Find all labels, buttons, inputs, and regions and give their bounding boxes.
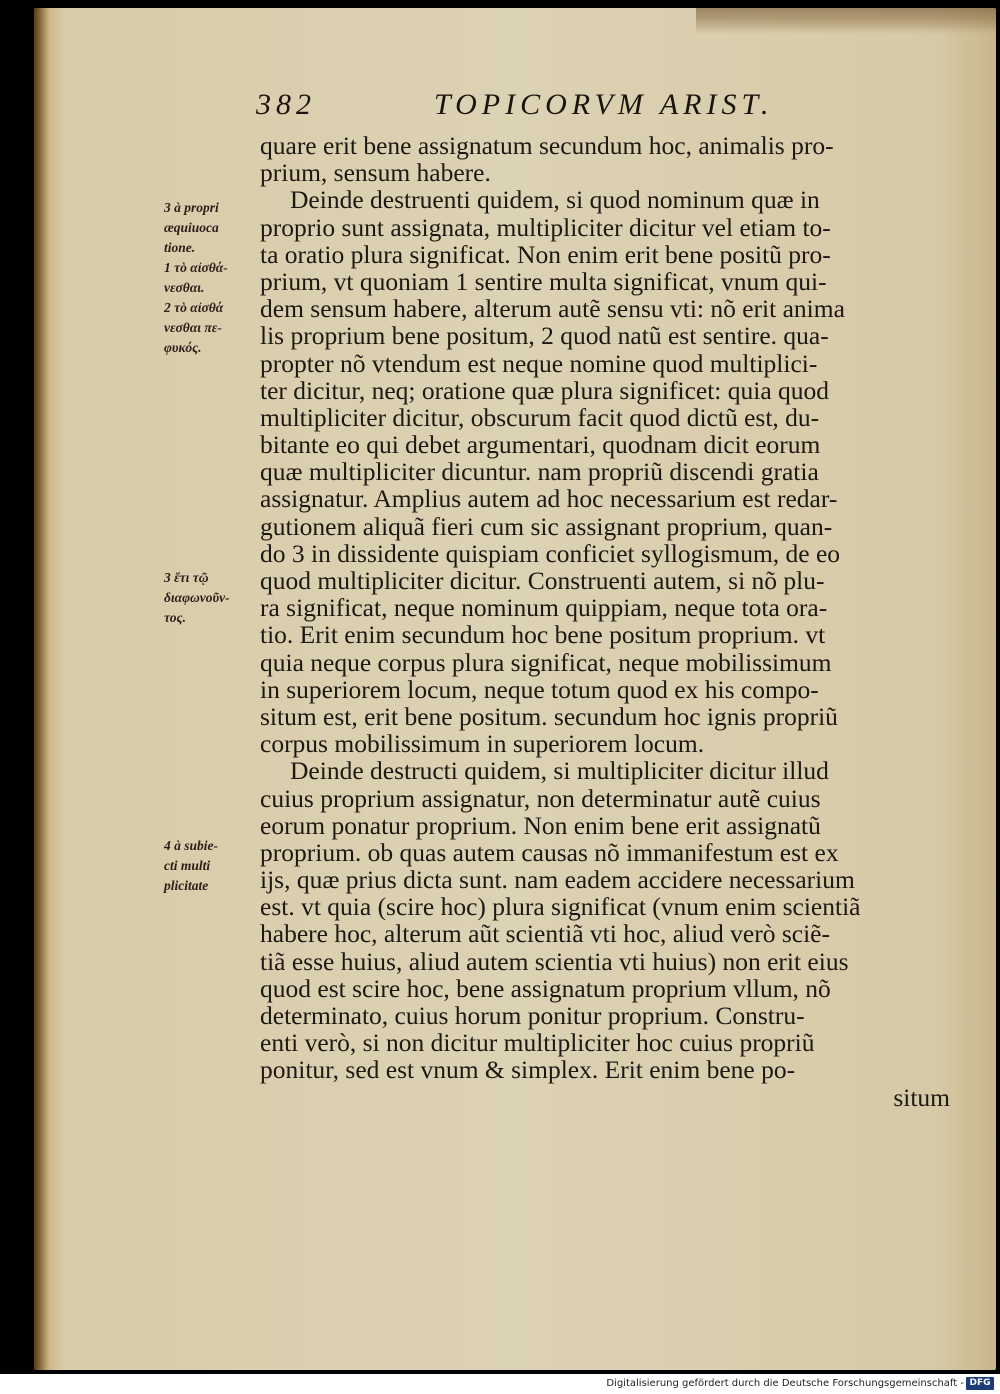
text-line: proprium. ob quas autem causas nõ immanifestum est ex <box>260 837 839 867</box>
text-line: gutionem aliquã fieri cum sic assignant proprium, quan- <box>260 511 833 541</box>
text-line: cuius proprium assignatur, non determinatur autẽ cuius <box>260 783 821 813</box>
page-number: 382 <box>256 88 316 121</box>
text-line: habere hoc, alterum aũt scientiã vti hoc, aliud verò sciẽ- <box>260 919 830 949</box>
text-line: ra significat, neque nominum quippiam, neque tota ora- <box>260 593 828 623</box>
body-text <box>260 132 950 1111</box>
margin-note-line: 3 à propri <box>164 200 219 215</box>
running-title: TOPICORVM ARIST. <box>434 88 774 121</box>
text-line: determinato, cuius horum ponitur proprium. Constru- <box>260 1001 805 1030</box>
text-line: Deinde destructi quidem, si multipliciter dicitur illud <box>290 756 829 786</box>
text-line: ta oratio plura significat. Non enim erit bene positũ pro- <box>260 239 831 269</box>
text-line: ponitur, sed est vnum & simplex. Erit enim bene po- <box>260 1055 796 1085</box>
text-line: proprio sunt assignata, multipliciter dicitur vel etiam to- <box>260 212 831 242</box>
text-line: quod multipliciter dicitur. Construenti autem, si nõ plu- <box>260 566 825 595</box>
text-line: propter nõ vtendum est neque nomine quod multiplici- <box>260 348 818 378</box>
text-line: in superiorem locum, neque totum quod ex his compo- <box>260 674 819 704</box>
margin-note-line: cti multi <box>164 858 211 873</box>
margin-note-line: 3 ἔτι τῷ <box>164 570 209 585</box>
margin-note-line: tione. <box>164 240 196 255</box>
text-line: lis proprium bene positum, 2 quod natũ est sentire. qua- <box>260 321 829 351</box>
margin-note-2 <box>164 568 266 628</box>
text-line: dem sensum habere, alterum autẽ sensu vti: nõ erit anima <box>260 294 845 324</box>
margin-note-1 <box>164 198 266 358</box>
text-line: assignatur. Amplius autem ad hoc necessarium est redar- <box>260 484 838 514</box>
text-line: quia neque corpus plura significat, neque mobilissimum <box>260 647 832 677</box>
margin-note-line: plicitate <box>164 878 209 893</box>
text-line: prium, sensum habere. <box>260 158 491 188</box>
book-page <box>34 8 996 1370</box>
text-line: ter dicitur, neq; oratione quæ plura significet: quia quod <box>260 375 830 405</box>
margin-note-line: 4 à subie- <box>164 838 218 853</box>
digitization-footer <box>0 1374 1000 1394</box>
margin-note-line: 1 τὸ αἰσθά- <box>164 260 228 275</box>
text-line: est. vt quia (scire hoc) plura significat (vnum enim scientiã <box>260 892 861 922</box>
funding-credit: Digitalisierung gefördert durch die Deutsche Forschungsgemeinschaft - <box>606 1378 964 1389</box>
margin-note-line: νεσθαι. <box>164 280 205 295</box>
text-line: enti verò, si non dicitur multipliciter hoc cuius propriũ <box>260 1028 815 1058</box>
text-line: Deinde destruenti quidem, si quod nominum quæ in <box>290 185 820 215</box>
text-line: multipliciter dicitur, obscurum facit quod dictũ est, du- <box>260 402 820 432</box>
margin-note-line: φυκός. <box>164 340 202 355</box>
text-line: tiã esse huius, aliud autem scientia vti huius) non erit eius <box>260 946 849 976</box>
text-line: eorum ponatur proprium. Non enim bene erit assignatũ <box>260 810 821 840</box>
margin-note-line: νεσθαι πε- <box>164 320 222 335</box>
text-line: quæ multipliciter dicuntur. nam propriũ discendi gratia <box>260 457 819 487</box>
margin-note-line: 2 τὸ αἰσθά <box>164 300 224 315</box>
text-line: quod est scire hoc, bene assignatum proprium vllum, nõ <box>260 973 831 1003</box>
margin-note-line: τος. <box>164 610 186 625</box>
text-line: ijs, quæ prius dicta sunt. nam eadem accidere necessarium <box>260 865 855 895</box>
dfg-logo: DFG <box>966 1377 994 1390</box>
catchword: situm <box>893 1082 950 1112</box>
margin-note-line: διαφωνοῦν- <box>164 590 230 605</box>
text-line: corpus mobilissimum in superiorem locum. <box>260 729 705 759</box>
text-line: situm est, erit bene positum. secundum hoc ignis propriũ <box>260 701 838 731</box>
margin-note-line: æquiuoca <box>164 220 219 235</box>
running-head <box>256 88 816 128</box>
text-line: do 3 in dissidente quispiam conficiet syllogismum, de eo <box>260 538 841 568</box>
text-line: quare erit bene assignatum secundum hoc, animalis pro- <box>260 131 834 160</box>
text-line: tio. Erit enim secundum hoc bene positum proprium. vt <box>260 620 826 650</box>
text-line: bitante eo qui debet argumentari, quodnam dicit eorum <box>260 430 821 460</box>
text-line: prium, vt quoniam 1 sentire multa significat, vnum qui- <box>260 266 827 296</box>
margin-note-3 <box>164 836 266 896</box>
